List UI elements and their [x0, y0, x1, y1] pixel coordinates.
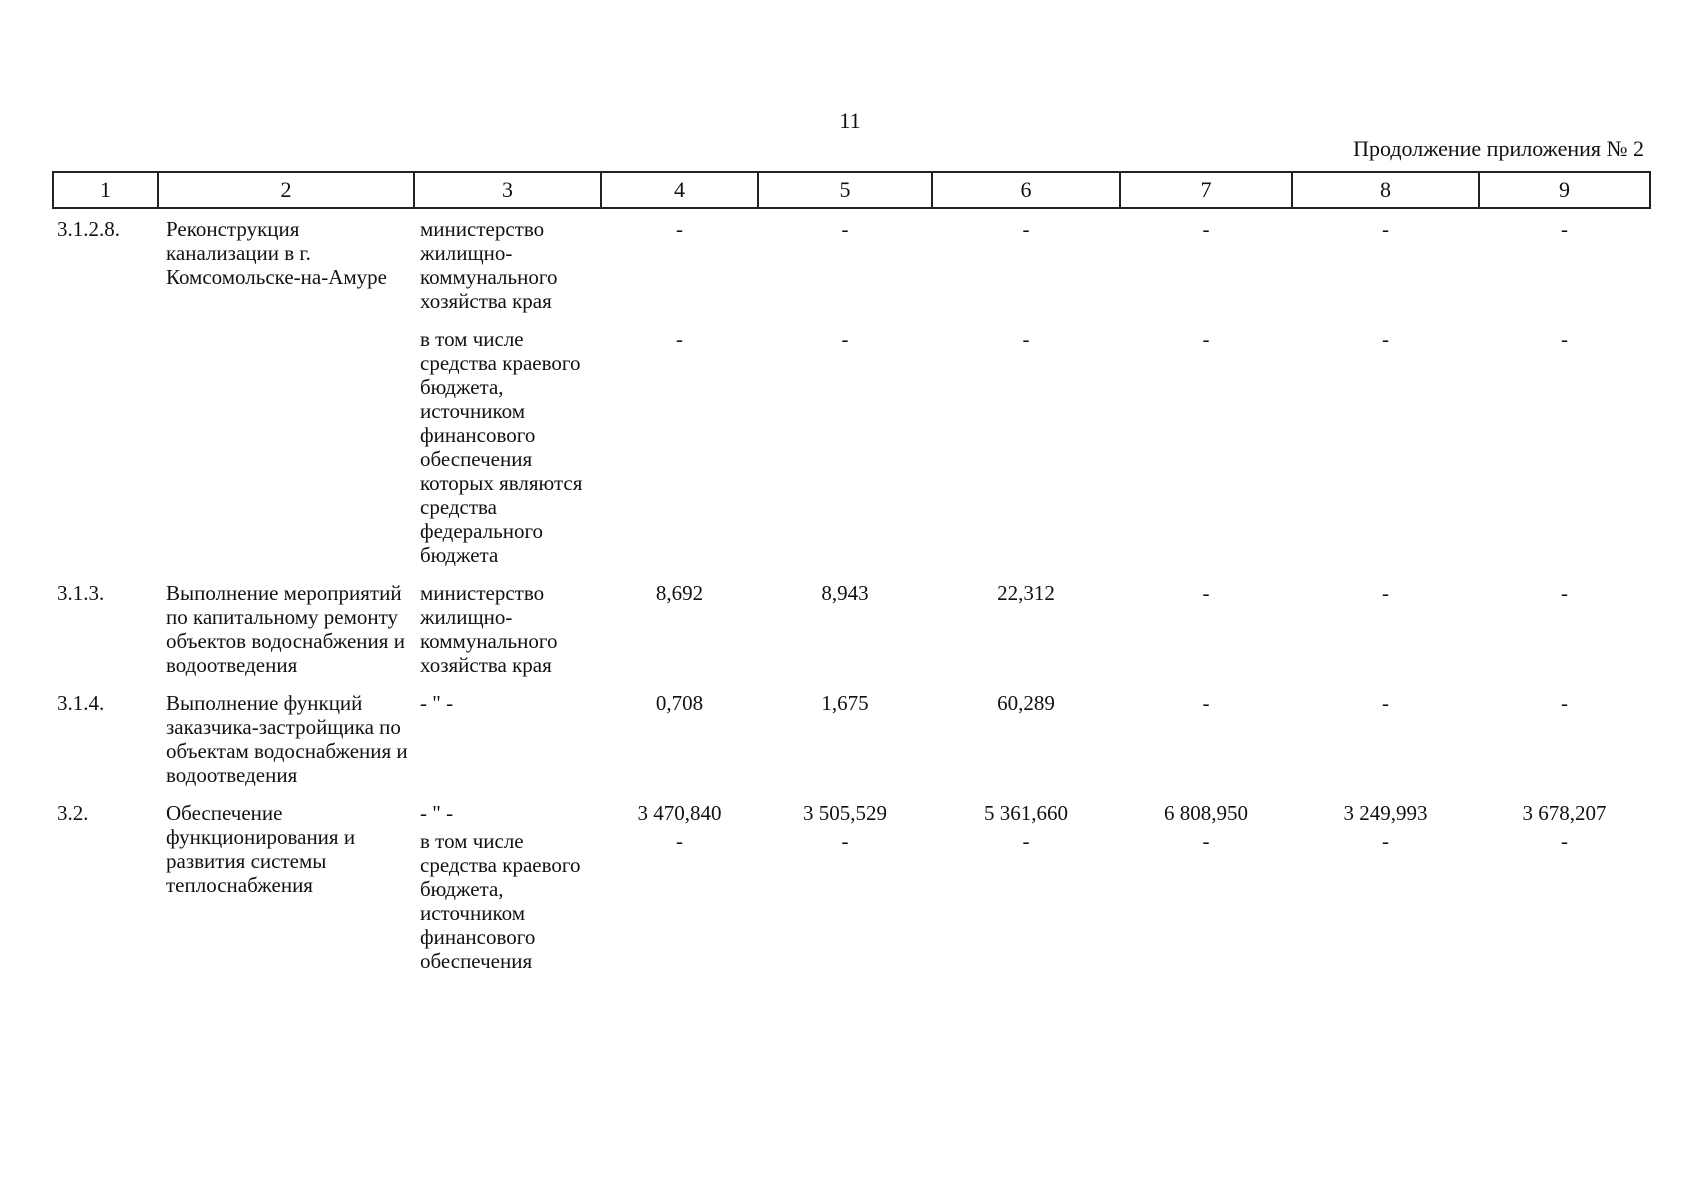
appendix-table — [52, 171, 1651, 973]
value-cell: - — [1022, 829, 1030, 853]
value-cell: - — [1382, 691, 1389, 715]
item-responsible: - " - — [420, 801, 454, 825]
table-row — [53, 313, 1650, 567]
value-cell: - — [1022, 217, 1030, 241]
column-header: 7 — [1120, 172, 1292, 208]
item-code — [53, 313, 158, 567]
value-cell: 0,708 — [655, 691, 704, 715]
value-cell: 5 361,660 — [984, 801, 1068, 825]
value-cell: - — [1202, 581, 1210, 605]
value-cell: - — [1202, 829, 1210, 853]
value-cell: - — [1022, 327, 1030, 351]
value-cell: - — [1561, 829, 1568, 853]
item-responsible: министерство жилищно-коммунального хозяйства края — [420, 217, 558, 313]
table-row — [53, 567, 1650, 677]
value-cell: - — [1561, 327, 1568, 351]
item-name: Обеспечение функционирования и развития системы теплоснабжения — [166, 801, 356, 897]
value-cell: - — [1561, 691, 1568, 715]
value-cell: - — [1202, 217, 1210, 241]
value-cell: 3 678,207 — [1522, 801, 1607, 825]
item-name: Выполнение мероприятий по капитальному ремонту объектов водоснабжения и водоотведения — [166, 581, 405, 677]
value-cell: - — [841, 327, 849, 351]
item-responsible: - " - — [420, 691, 454, 715]
column-header: 4 — [601, 172, 758, 208]
continuation-label: Продолжение приложения № 2 — [1353, 136, 1644, 161]
column-header: 3 — [414, 172, 601, 208]
column-header: 2 — [158, 172, 414, 208]
value-cell: - — [676, 217, 683, 241]
value-cell: - — [1382, 217, 1389, 241]
column-header: 6 — [932, 172, 1120, 208]
item-responsible: в том числе средства краевого бюджета, источником финансового обеспечения — [420, 829, 581, 973]
value-cell: - — [1382, 327, 1389, 351]
item-responsible: в том числе средства краевого бюджета, источником финансового обеспечения которых являются средства федерального бюджета — [420, 327, 583, 567]
column-number-row — [53, 172, 1650, 208]
value-cell: 60,289 — [997, 691, 1055, 715]
value-cell: - — [1202, 691, 1210, 715]
item-name: Выполнение функций заказчика-застройщика по объектам водоснабжения и водоотведения — [166, 691, 408, 787]
item-code: 3.1.4. — [57, 691, 105, 715]
column-header: 5 — [758, 172, 932, 208]
value-cell: - — [841, 829, 849, 853]
value-cell: - — [841, 217, 849, 241]
item-code: 3.1.3. — [57, 581, 105, 605]
value-cell: - — [676, 829, 683, 853]
column-header: 8 — [1292, 172, 1479, 208]
value-cell: - — [1561, 217, 1568, 241]
value-cell: 3 470,840 — [637, 801, 722, 825]
value-cell: - — [1382, 829, 1389, 853]
item-name — [158, 313, 414, 567]
table-row — [53, 677, 1650, 787]
value-cell: - — [676, 327, 683, 351]
value-cell: - — [1382, 581, 1389, 605]
item-code: 3.1.2.8. — [57, 217, 120, 241]
value-cell: 22,312 — [997, 581, 1055, 605]
column-header: 9 — [1479, 172, 1650, 208]
item-code: 3.2. — [57, 801, 89, 825]
value-cell: 3 249,993 — [1343, 801, 1428, 825]
table-row — [53, 208, 1650, 313]
table-row — [53, 787, 1650, 825]
value-cell: 8,943 — [821, 581, 869, 605]
item-responsible: министерство жилищно-коммунального хозяйства края — [420, 581, 558, 677]
item-name: Реконструкция канализации в г. Комсомольске-на-Амуре — [166, 217, 387, 289]
column-header: 1 — [53, 172, 158, 208]
value-cell: 3 505,529 — [803, 801, 887, 825]
value-cell: 8,692 — [655, 581, 704, 605]
page-number: 11 — [839, 108, 861, 133]
value-cell: - — [1561, 581, 1568, 605]
value-cell: 1,675 — [821, 691, 869, 715]
value-cell: 6 808,950 — [1164, 801, 1248, 825]
value-cell: - — [1202, 327, 1210, 351]
